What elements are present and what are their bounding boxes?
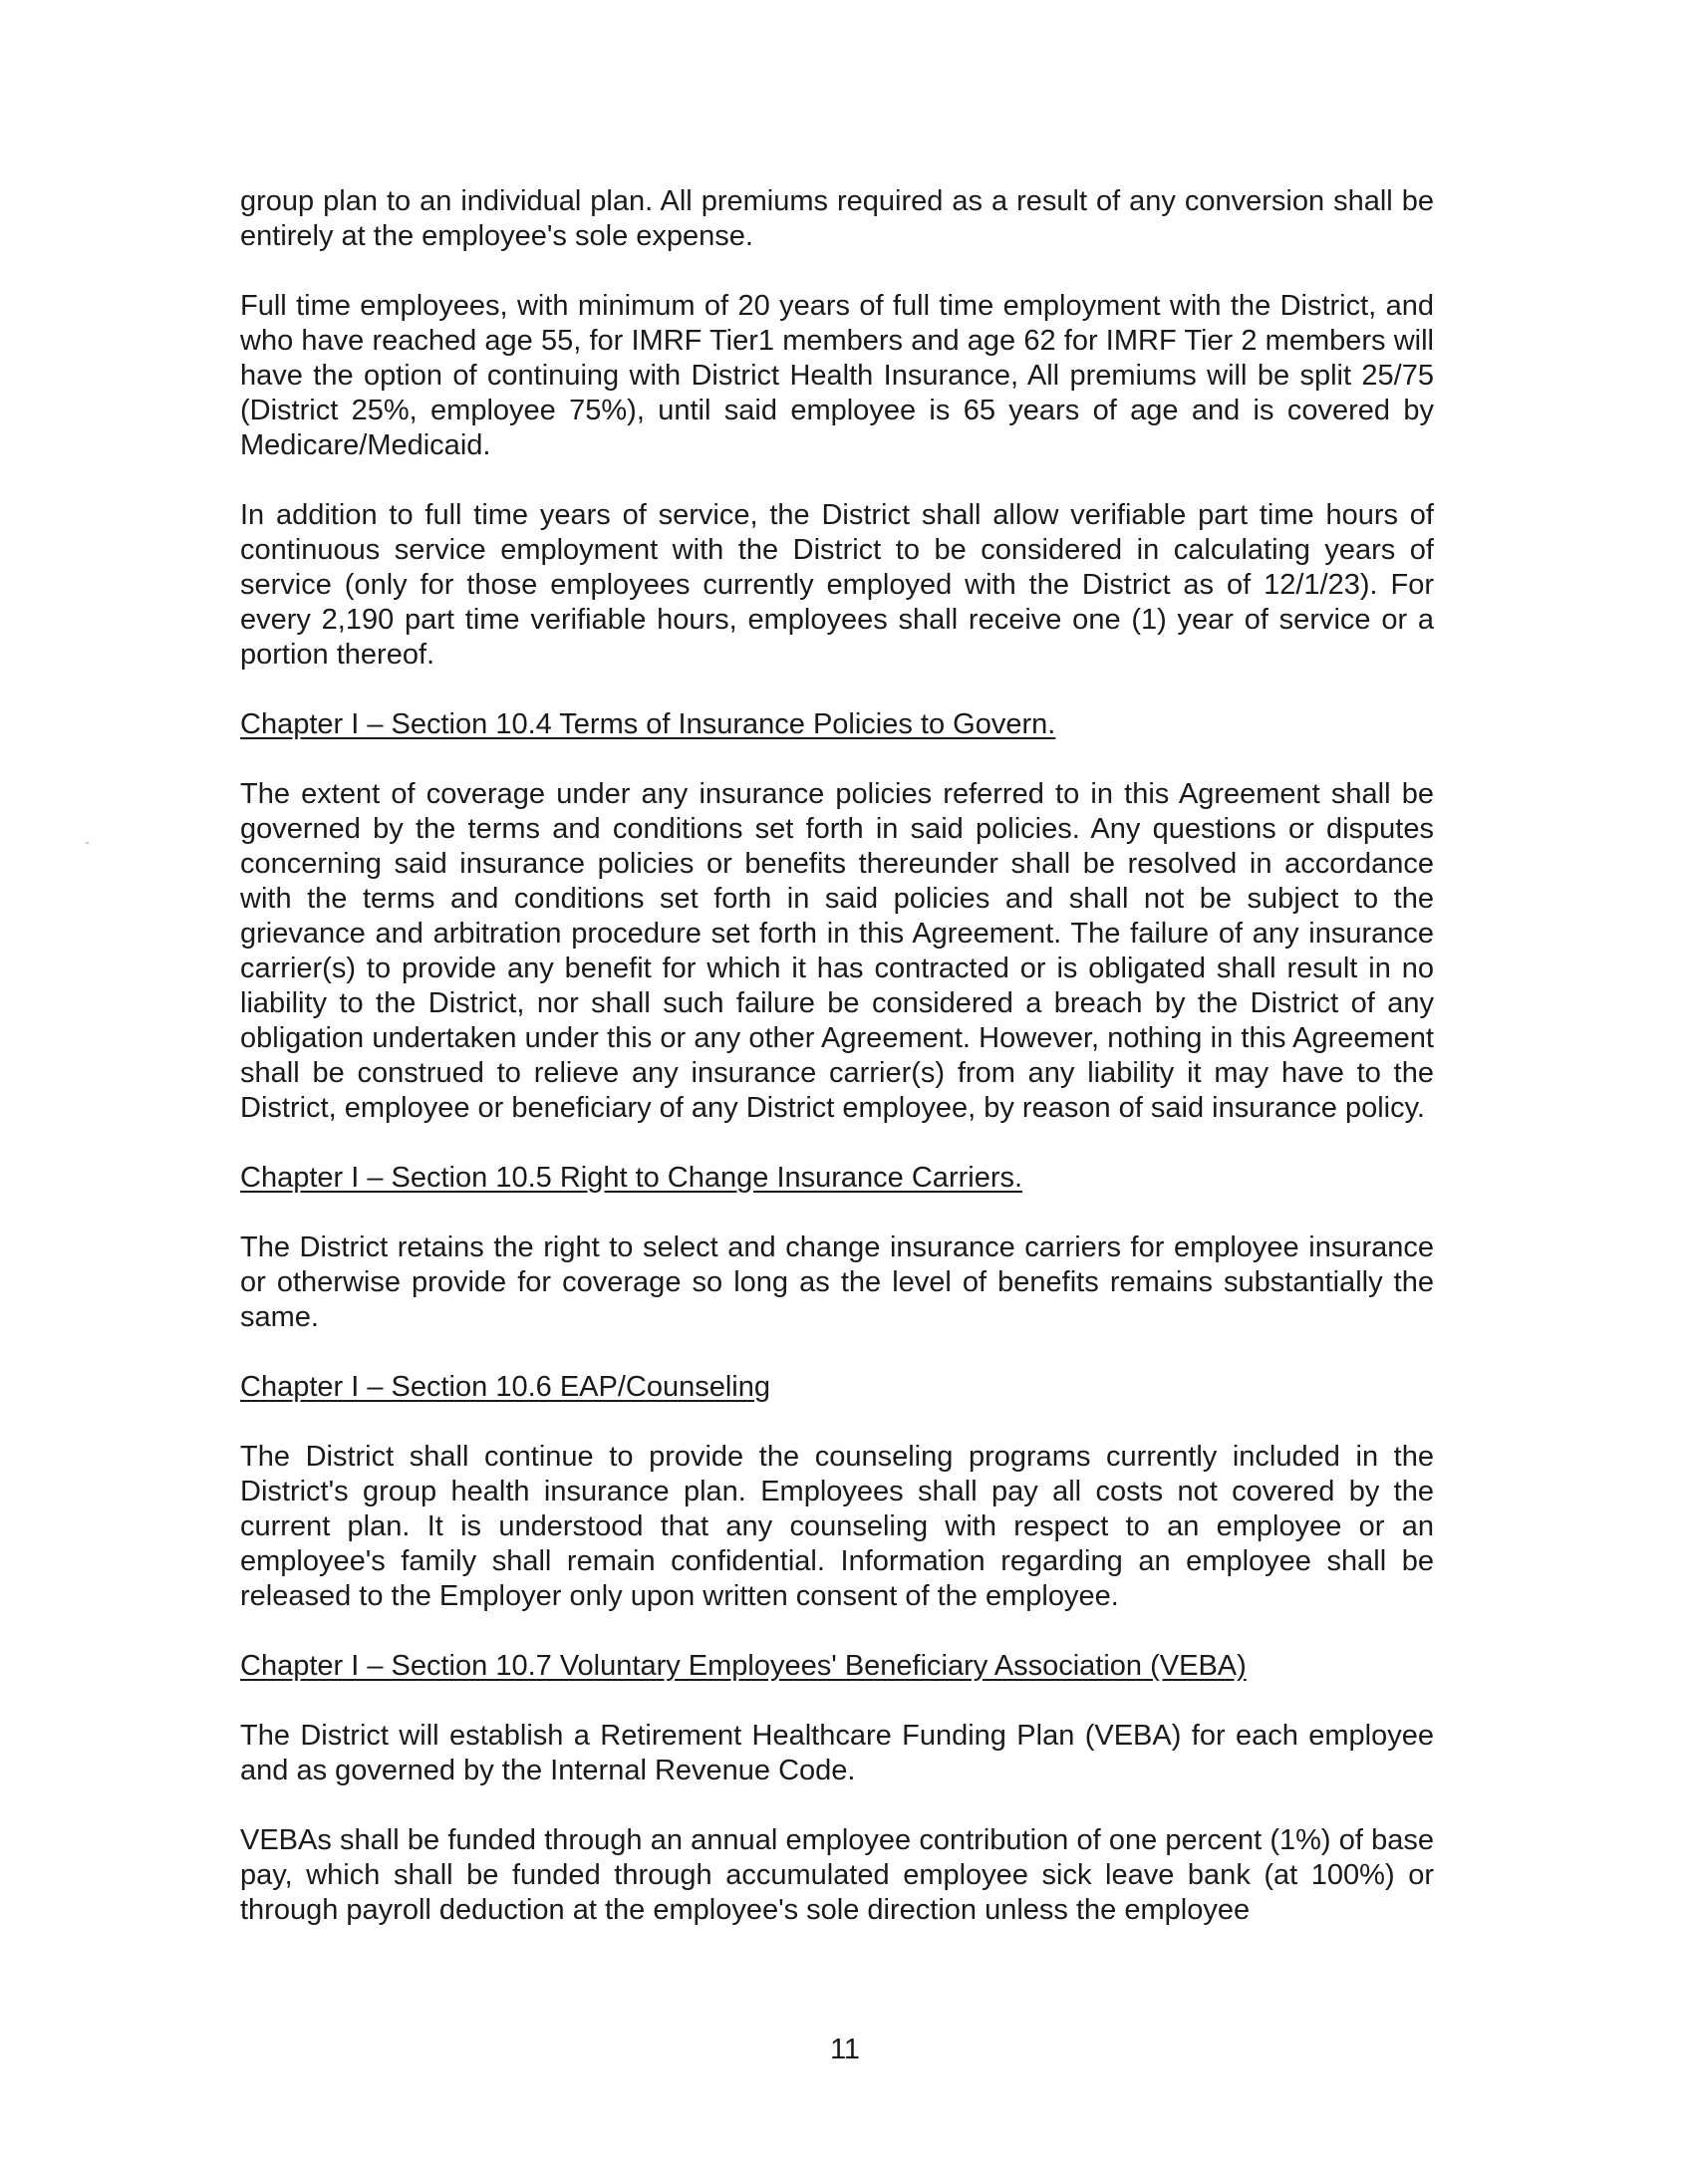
section-10-7-body-2: VEBAs shall be funded through an annual employee contribution of one percent (1%) of base pay, which shall be funded through accumulated employee sick leave bank (at 100%) or through payroll deduction at the employee's sole direction unless the employee bbox=[240, 1824, 1434, 1926]
section-10-7-heading: Chapter I – Section 10.7 Voluntary Employees' Beneficiary Association (VEBA) bbox=[240, 1650, 1247, 1682]
page-number: 11 bbox=[829, 2034, 861, 2065]
paragraph-retiree-insurance: Full time employees, with minimum of 20 years of full time employment with the District, and who have reached age 55, for IMRF Tier1 members and age 62 for IMRF Tier 2 members will have the option of continuing with District Health Insurance, All premiums will be split 25/75 (District 25%, employee 75%), until said employee is 65 years of age and is covered by Medicare/Medicaid. bbox=[240, 290, 1434, 461]
section-10-7-body-1: The District will establish a Retirement Healthcare Funding Plan (VEBA) for each employee and as governed by the Internal Revenue Code. bbox=[240, 1720, 1434, 1786]
section-10-5-heading: Chapter I – Section 10.5 Right to Change Insurance Carriers. bbox=[240, 1162, 1023, 1194]
document-page bbox=[240, 184, 1434, 1928]
section-10-6-body: The District shall continue to provide the counseling programs currently included in the District's group health insurance plan. Employees shall pay all costs not covered by the current plan. It is understood that any counseling with respect to an employee or an employee's family shall remain confidential. Information regarding an employee shall be released to the Employer only upon written consent of the employee. bbox=[240, 1441, 1434, 1612]
section-10-5-body: The District retains the right to select and change insurance carriers for employee insurance or otherwise provide for coverage so long as the level of benefits remains substantially the same. bbox=[240, 1231, 1434, 1333]
section-10-6-heading: Chapter I – Section 10.6 EAP/Counseling bbox=[240, 1371, 770, 1403]
paragraph-part-time-service: In addition to full time years of service, the District shall allow verifiable part time hours of continuous service employment with the District to be considered in calculating years of service (only for those employees currently employed with the District as of 12/1/23). For every 2,190 part time verifiable hours, employees shall receive one (1) year of service or a portion thereof. bbox=[240, 499, 1434, 671]
section-10-4-body: The extent of coverage under any insurance policies referred to in this Agreement shall be governed by the terms and conditions set forth in said policies. Any questions or disputes concerning said insurance policies or benefits thereunder shall be resolved in accordance with the terms and conditions set forth in said policies and shall not be subject to the grievance and arbitration procedure set forth in this Agreement. The failure of any insurance carrier(s) to provide any benefit for which it has contracted or is obligated shall result in no liability to the District, nor shall such failure be considered a breach by the District of any obligation undertaken under this or any other Agreement. However, nothing in this Agreement shall be construed to relieve any insurance carrier(s) from any liability it may have to the District, employee or beneficiary of any District employee, by reason of said insurance policy. bbox=[240, 778, 1434, 1124]
scan-speck bbox=[86, 842, 89, 844]
paragraph-conversion: group plan to an individual plan. All premiums required as a result of any conversion shall be entirely at the employee's sole expense. bbox=[240, 185, 1434, 252]
section-10-4-heading: Chapter I – Section 10.4 Terms of Insurance Policies to Govern. bbox=[240, 708, 1056, 740]
